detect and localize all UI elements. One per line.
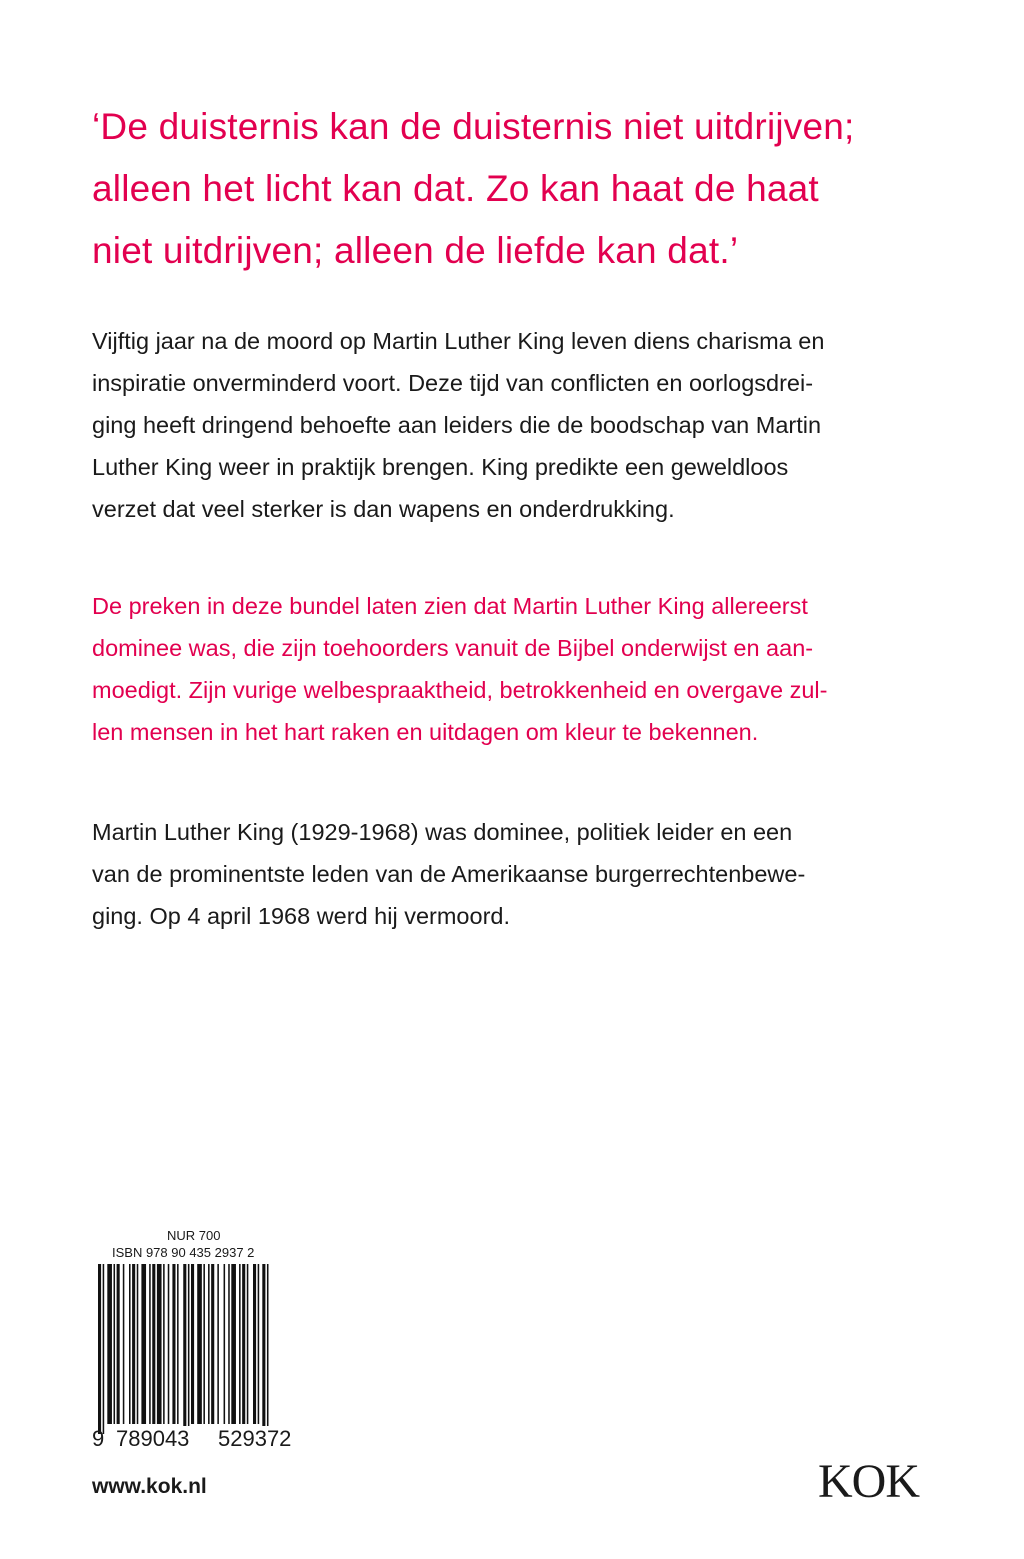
barcode-bar [224, 1264, 226, 1424]
highlight-paragraph [92, 585, 932, 753]
quote-line: alleen het licht kan dat. Zo kan haat de haat [92, 168, 819, 209]
barcode-bar [183, 1264, 186, 1434]
barcode-bar [177, 1264, 179, 1424]
barcode-bar [228, 1264, 230, 1424]
barcode-bar [123, 1264, 125, 1424]
barcode-bar [191, 1264, 194, 1424]
barcode-digits-right: 529372 [218, 1426, 292, 1451]
barcode-bar [203, 1264, 205, 1424]
barcode-bars [96, 1264, 318, 1434]
barcode-bar [117, 1264, 120, 1424]
bio-paragraph [92, 811, 932, 937]
barcode-bar [188, 1264, 190, 1434]
text-line: moedigt. Zijn vurige welbespraaktheid, betrokkenheid en overgave zul- [92, 677, 828, 703]
quote [92, 96, 952, 282]
text-line: verzet dat veel sterker is dan wapens en onderdrukking. [92, 496, 675, 522]
barcode-bar [163, 1264, 165, 1424]
quote-line: niet uitdrijven; alleen de liefde kan dat.’ [92, 230, 739, 271]
barcode-bar [149, 1264, 151, 1424]
barcode-bar [107, 1264, 112, 1424]
barcode-bar [247, 1264, 249, 1424]
nur-code: NUR 700 [167, 1228, 221, 1243]
text-line: van de prominentste leden van de Amerikaanse burgerrechtenbewe- [92, 861, 806, 887]
text-line: ging. Op 4 april 1968 werd hij vermoord. [92, 903, 510, 929]
barcode-bar [262, 1264, 265, 1434]
barcode-bar [141, 1264, 146, 1424]
barcode-bar [132, 1264, 135, 1424]
barcode-bar [103, 1264, 105, 1434]
text-line: dominee was, die zijn toehoorders vanuit de Bijbel onderwijst en aan- [92, 635, 814, 661]
intro-paragraph [92, 320, 932, 530]
text-line: inspiratie onverminderd voort. Deze tijd van conflicten en oorlogsdrei- [92, 370, 814, 396]
quote-line: ‘De duisternis kan de duisternis niet uitdrijven; [92, 106, 855, 147]
barcode-bar [98, 1264, 101, 1434]
website-link[interactable]: www.kok.nl [92, 1475, 207, 1498]
publisher-logo: KOK [818, 1455, 919, 1508]
barcode-bar [168, 1264, 170, 1424]
barcode-digit-lead: 9 [92, 1426, 105, 1451]
text-line: Luther King weer in praktijk brengen. King predikte een geweldloos [92, 454, 789, 480]
barcode-digits [92, 1426, 318, 1452]
barcode-digits-left: 789043 [116, 1426, 190, 1451]
barcode-bar [152, 1264, 155, 1424]
barcode-bar [242, 1264, 245, 1424]
barcode-bar [239, 1264, 241, 1424]
text-line: Vijftig jaar na de moord op Martin Luther King leven diens charisma en [92, 328, 825, 354]
barcode-bar [208, 1264, 210, 1424]
barcode-bar [258, 1264, 260, 1424]
text-line: len mensen in het hart raken en uitdagen om kleur te bekennen. [92, 719, 759, 745]
barcode [92, 1264, 318, 1451]
barcode-bar [267, 1264, 269, 1434]
text-line: De preken in deze bundel laten zien dat Martin Luther King allereerst [92, 593, 808, 619]
barcode-bar [129, 1264, 131, 1424]
barcode-bar [217, 1264, 219, 1424]
barcode-bar [137, 1264, 139, 1424]
barcode-bar [253, 1264, 256, 1424]
barcode-bar [211, 1264, 214, 1424]
text-line: Martin Luther King (1929-1968) was dominee, politiek leider en een [92, 819, 793, 845]
barcode-bar [114, 1264, 116, 1424]
text-line: ging heeft dringend behoefte aan leiders die de boodschap van Martin [92, 412, 822, 438]
barcode-bar [157, 1264, 162, 1424]
barcode-bar [172, 1264, 175, 1424]
barcode-bar [197, 1264, 202, 1424]
isbn-code: ISBN 978 90 435 2937 2 [112, 1245, 255, 1260]
barcode-bar [231, 1264, 236, 1424]
